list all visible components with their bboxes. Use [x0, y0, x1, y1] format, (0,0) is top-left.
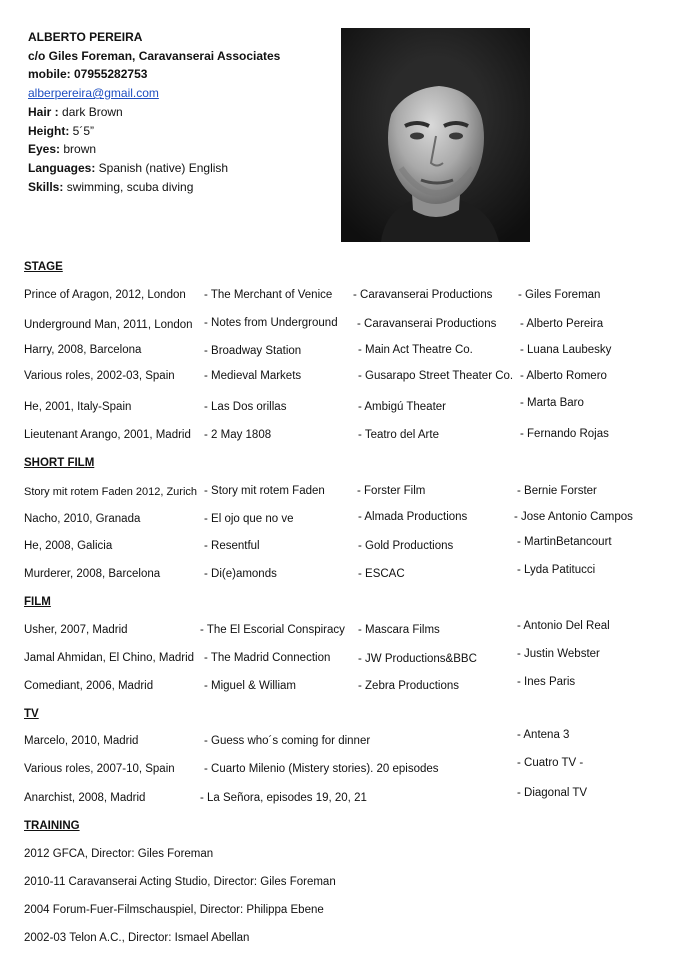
eyes-line: Eyes: brown [28, 142, 97, 157]
production-cell: - Di(e)amonds [204, 568, 277, 580]
production-cell: - The Merchant of Venice [204, 289, 333, 301]
company-cell: - Ambigú Theater [358, 401, 447, 413]
role-cell: Various roles, 2002-03, Spain [24, 370, 175, 382]
section-heading-training: TRAINING [24, 820, 80, 832]
production-cell: - Guess who´s coming for dinner [204, 735, 371, 747]
director-cell: - Lyda Patitucci [517, 564, 596, 576]
production-cell: - El ojo que no ve [204, 513, 294, 525]
portrait-illustration [341, 28, 530, 242]
director-cell: - Ines Paris [517, 676, 576, 688]
actor-name: ALBERTO PEREIRA [28, 30, 143, 44]
director-cell: - MartinBetancourt [517, 536, 612, 548]
director-cell: - Alberto Pereira [520, 318, 604, 330]
production-cell: - La Señora, episodes 19, 20, 21 [200, 792, 367, 804]
production-cell: - Broadway Station [204, 345, 302, 357]
network-cell: - Antena 3 [517, 729, 570, 741]
production-cell: - Medieval Markets [204, 370, 302, 382]
contact-block [28, 28, 280, 196]
company-cell: - Zebra Productions [358, 680, 459, 692]
role-cell: Prince of Aragon, 2012, London [24, 289, 186, 301]
role-cell: Murderer, 2008, Barcelona [24, 568, 161, 580]
section-heading-short-film: SHORT FILM [24, 457, 95, 469]
company-cell: - Forster Film [357, 485, 426, 497]
production-cell: - Resentful [204, 540, 260, 552]
role-cell: Lieutenant Arango, 2001, Madrid [24, 429, 191, 441]
role-cell: He, 2008, Galicia [24, 540, 113, 552]
company-cell: - Almada Productions [358, 511, 468, 523]
email-link[interactable]: alberpereira@gmail.com [28, 86, 159, 101]
director-cell: - Giles Foreman [518, 289, 601, 301]
company-cell: - Mascara Films [358, 624, 440, 636]
company-cell: - Main Act Theatre Co. [358, 344, 473, 356]
hair-line: Hair : dark Brown [28, 104, 123, 119]
director-cell: - Jose Antonio Campos [514, 511, 633, 523]
skills-line: Skills: swimming, scuba diving [28, 179, 194, 194]
training-item: 2010-11 Caravanserai Acting Studio, Director: Giles Foreman [24, 876, 336, 888]
company-cell: - JW Productions&BBC [358, 653, 477, 665]
languages-line: Languages: Spanish (native) English [28, 160, 229, 175]
training-item: 2004 Forum-Fuer-Filmschauspiel, Director: Philippa Ebene [24, 904, 324, 916]
director-cell: - Luana Laubesky [520, 344, 612, 356]
company-cell: - ESCAC [358, 568, 405, 580]
production-cell: - Miguel & William [204, 680, 297, 692]
production-cell: - Story mit rotem Faden [204, 485, 325, 497]
role-cell: Story mit rotem Faden 2012, Zurich [24, 486, 198, 498]
company-cell: - Caravanserai Productions [353, 289, 493, 301]
production-cell: - Cuarto Milenio (Mistery stories). 20 episodes [204, 763, 439, 775]
production-cell: - The El Escorial Conspiracy [200, 624, 345, 636]
training-item: 2012 GFCA, Director: Giles Foreman [24, 848, 214, 860]
role-cell: Comediant, 2006, Madrid [24, 680, 154, 692]
production-cell: - Las Dos orillas [204, 401, 287, 413]
director-cell: - Marta Baro [520, 397, 584, 409]
production-cell: - Notes from Underground [204, 317, 338, 329]
company-cell: - Gusarapo Street Theater Co. [358, 370, 514, 382]
role-cell: Marcelo, 2010, Madrid [24, 735, 139, 747]
role-cell: Nacho, 2010, Granada [24, 513, 141, 525]
director-cell: - Alberto Romero [520, 370, 607, 382]
director-cell: - Bernie Forster [517, 485, 597, 497]
director-cell: - Justin Webster [517, 648, 600, 660]
role-cell: Usher, 2007, Madrid [24, 624, 128, 636]
role-cell: Harry, 2008, Barcelona [24, 344, 142, 356]
role-cell: He, 2001, Italy-Spain [24, 401, 132, 413]
role-cell: Anarchist, 2008, Madrid [24, 792, 146, 804]
section-heading-film: FILM [24, 596, 51, 608]
training-item: 2002-03 Telon A.C., Director: Ismael Abellan [24, 932, 250, 944]
headshot-photo [341, 28, 530, 242]
production-cell: - 2 May 1808 [204, 429, 272, 441]
section-heading-stage: STAGE [24, 261, 63, 273]
role-cell: Jamal Ahmidan, El Chino, Madrid [24, 652, 195, 664]
director-cell: - Antonio Del Real [517, 620, 610, 632]
mobile-line: mobile: 07955282753 [28, 67, 148, 82]
network-cell: - Diagonal TV [517, 787, 588, 799]
agency-line: c/o Giles Foreman, Caravanserai Associates [28, 48, 281, 63]
network-cell: - Cuatro TV - [517, 757, 584, 769]
role-cell: Underground Man, 2011, London [24, 319, 193, 331]
role-cell: Various roles, 2007-10, Spain [24, 763, 175, 775]
height-line: Height: 5´5” [28, 123, 95, 138]
company-cell: - Teatro del Arte [358, 429, 439, 441]
company-cell: - Caravanserai Productions [357, 318, 497, 330]
section-heading-tv: TV [24, 708, 39, 720]
company-cell: - Gold Productions [358, 540, 454, 552]
production-cell: - The Madrid Connection [204, 652, 331, 664]
director-cell: - Fernando Rojas [520, 428, 609, 440]
